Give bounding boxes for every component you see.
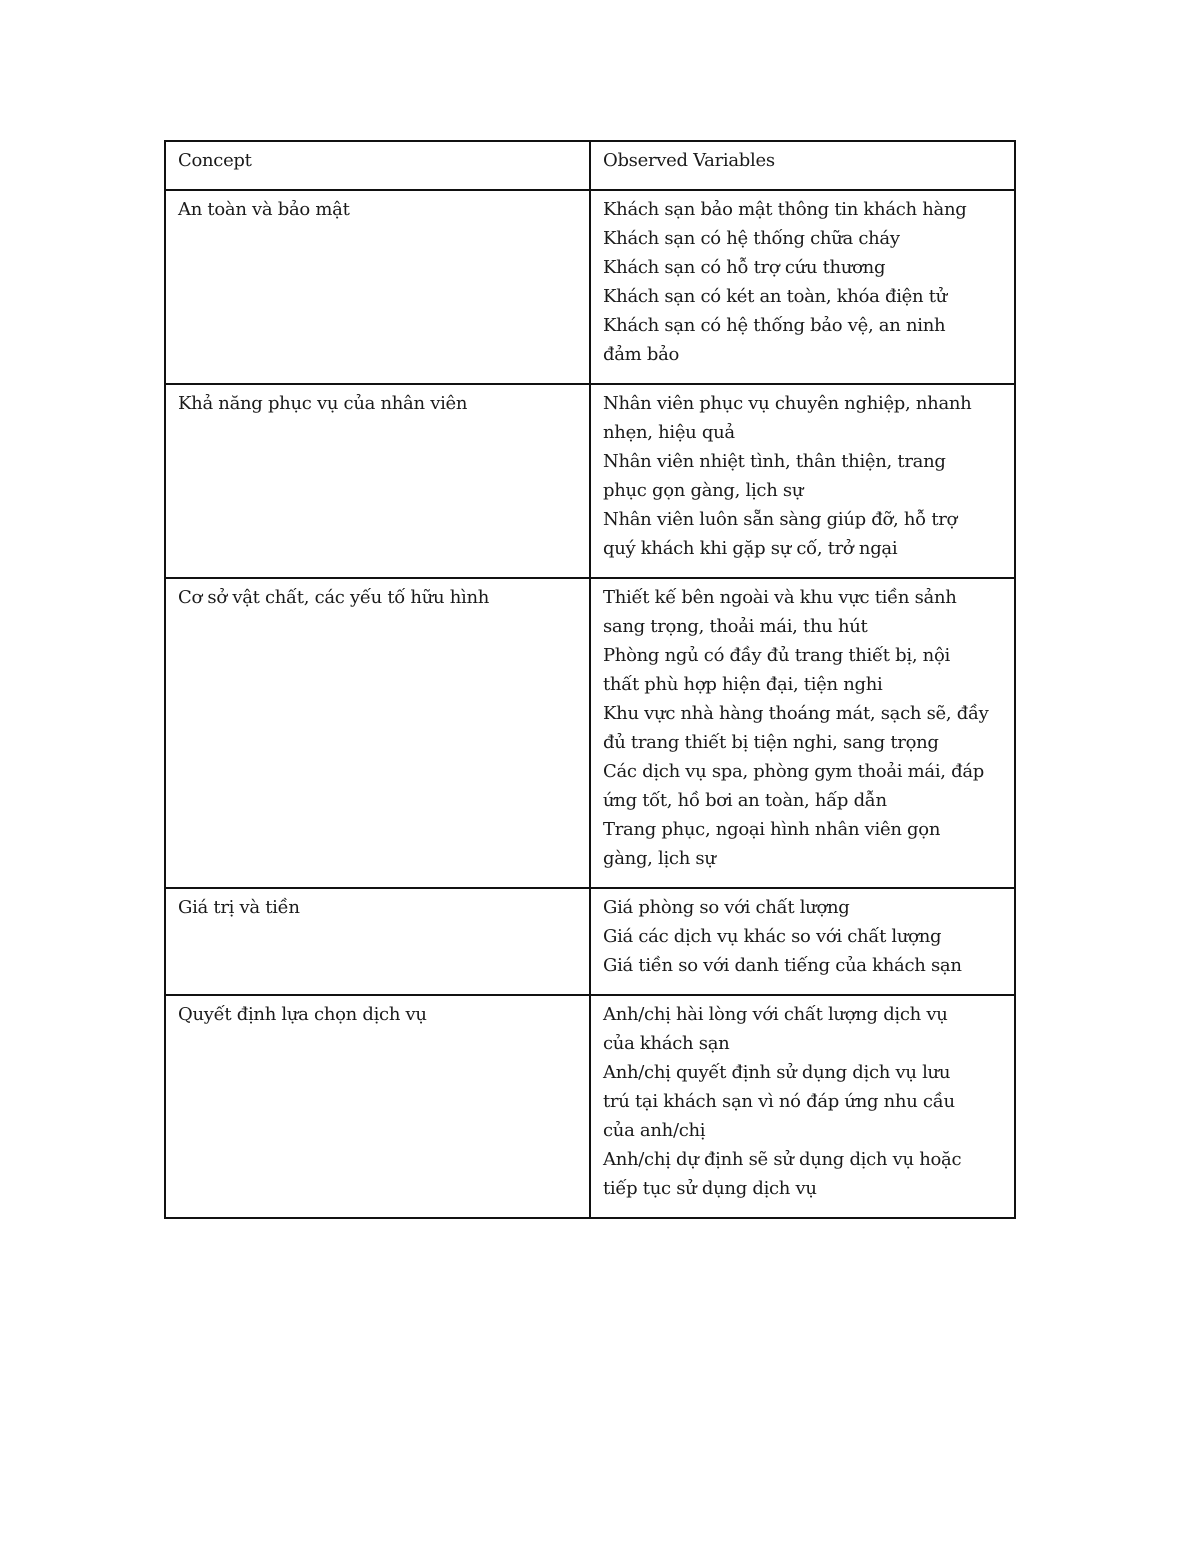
variable-line: của anh/chị bbox=[603, 1120, 706, 1141]
variable-line: Anh/chị quyết định sử dụng dịch vụ lưu bbox=[603, 1062, 951, 1083]
variable-line: phục gọn gàng, lịch sự bbox=[603, 480, 804, 501]
variable-line: Anh/chị dự định sẽ sử dụng dịch vụ hoặc bbox=[603, 1149, 962, 1170]
variable-line: đảm bảo bbox=[603, 344, 680, 365]
concept-cell: Cơ sở vật chất, các yếu tố hữu hình bbox=[165, 578, 590, 888]
variable-line: trú tại khách sạn vì nó đáp ứng nhu cầu bbox=[603, 1091, 955, 1112]
variables-cell bbox=[590, 384, 1015, 578]
table-row bbox=[165, 995, 1015, 1218]
variable-line: Khách sạn có hỗ trợ cứu thương bbox=[603, 257, 886, 278]
variables-cell bbox=[590, 578, 1015, 888]
variable-line: Nhân viên luôn sẵn sàng giúp đỡ, hỗ trợ bbox=[603, 509, 958, 530]
variable-line: Khách sạn có hệ thống chữa cháy bbox=[603, 228, 900, 249]
variable-line: Khách sạn có hệ thống bảo vệ, an ninh bbox=[603, 315, 946, 336]
variable-line: Giá phòng so với chất lượng bbox=[603, 897, 850, 918]
concept-variables-table bbox=[164, 140, 1016, 1219]
variables-cell bbox=[590, 888, 1015, 995]
variable-line: Thiết kế bên ngoài và khu vực tiền sảnh bbox=[603, 587, 957, 608]
variable-line: ứng tốt, hồ bơi an toàn, hấp dẫn bbox=[603, 790, 887, 811]
variable-line: Các dịch vụ spa, phòng gym thoải mái, đáp bbox=[603, 761, 985, 782]
variable-line: sang trọng, thoải mái, thu hút bbox=[603, 616, 868, 637]
concept-cell: Quyết định lựa chọn dịch vụ bbox=[165, 995, 590, 1218]
variable-line: Khách sạn bảo mật thông tin khách hàng bbox=[603, 199, 967, 220]
variable-line: Trang phục, ngoại hình nhân viên gọn bbox=[603, 819, 941, 840]
concept-cell: Giá trị và tiền bbox=[165, 888, 590, 995]
variable-line: Khu vực nhà hàng thoáng mát, sạch sẽ, đầy bbox=[603, 703, 989, 724]
concept-cell: An toàn và bảo mật bbox=[165, 190, 590, 384]
variables-cell bbox=[590, 995, 1015, 1218]
table-row bbox=[165, 384, 1015, 578]
variable-line: thất phù hợp hiện đại, tiện nghi bbox=[603, 674, 883, 695]
variable-line: Anh/chị hài lòng với chất lượng dịch vụ bbox=[603, 1004, 948, 1025]
variable-line: Nhân viên nhiệt tình, thân thiện, trang bbox=[603, 451, 946, 472]
table-row bbox=[165, 578, 1015, 888]
variable-line: Phòng ngủ có đầy đủ trang thiết bị, nội bbox=[603, 645, 950, 666]
variable-line: đủ trang thiết bị tiện nghi, sang trọng bbox=[603, 732, 939, 753]
variable-line: tiếp tục sử dụng dịch vụ bbox=[603, 1178, 817, 1199]
table-row bbox=[165, 190, 1015, 384]
variable-line: Khách sạn có két an toàn, khóa điện tử bbox=[603, 286, 947, 307]
table-row bbox=[165, 888, 1015, 995]
variables-cell bbox=[590, 190, 1015, 384]
variable-line: của khách sạn bbox=[603, 1033, 730, 1054]
variable-line: gàng, lịch sự bbox=[603, 848, 716, 869]
header-observed-variables: Observed Variables bbox=[590, 141, 1015, 190]
header-concept: Concept bbox=[165, 141, 590, 190]
variable-line: nhẹn, hiệu quả bbox=[603, 422, 735, 443]
table-header-row bbox=[165, 141, 1015, 190]
variable-line: Giá tiền so với danh tiếng của khách sạn bbox=[603, 955, 962, 976]
variable-line: Giá các dịch vụ khác so với chất lượng bbox=[603, 926, 942, 947]
variable-line: Nhân viên phục vụ chuyên nghiệp, nhanh bbox=[603, 393, 972, 414]
variable-line: quý khách khi gặp sự cố, trở ngại bbox=[603, 538, 898, 559]
concept-cell: Khả năng phục vụ của nhân viên bbox=[165, 384, 590, 578]
